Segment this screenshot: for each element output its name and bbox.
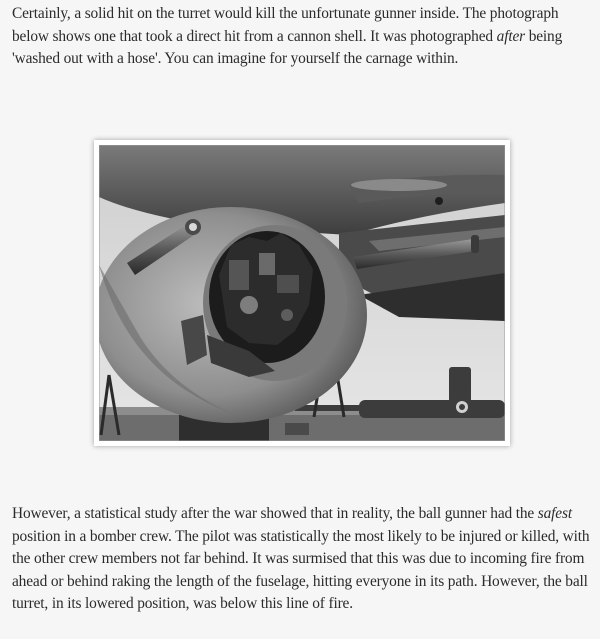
ball-turret-photo — [99, 145, 505, 441]
paragraph-ball-gunner-safety — [12, 503, 597, 616]
ball-turret-illustration — [99, 145, 505, 441]
photo-frame — [94, 140, 510, 446]
paragraph-turret-hit — [12, 3, 597, 71]
emphasis-after: after — [496, 27, 525, 45]
paragraph-text-end: being 'washed out with a hose'. You can imagine for yourself the carnage within. — [12, 27, 563, 67]
paragraph-text-start: However, a statistical study after the war showed that in reality, the ball gunner had the — [12, 505, 538, 522]
paragraph-text-end: position in a bomber crew. The pilot was statistically the most likely to be injured or killed, with the other crew members not far behind. It was surmised that this was due to incoming fire from ahead or behind raking the length of the fuselage, hitting everyone in its path. However, the ball turret, in its lowered position, was below this line of fire. — [12, 527, 590, 612]
paragraph-text-start: Certainly, a solid hit on the turret would kill the unfortunate gunner inside. The photograph below shows one that took a direct hit from a cannon shell. It was photographed — [12, 5, 559, 45]
emphasis-safest: safest — [537, 505, 572, 522]
